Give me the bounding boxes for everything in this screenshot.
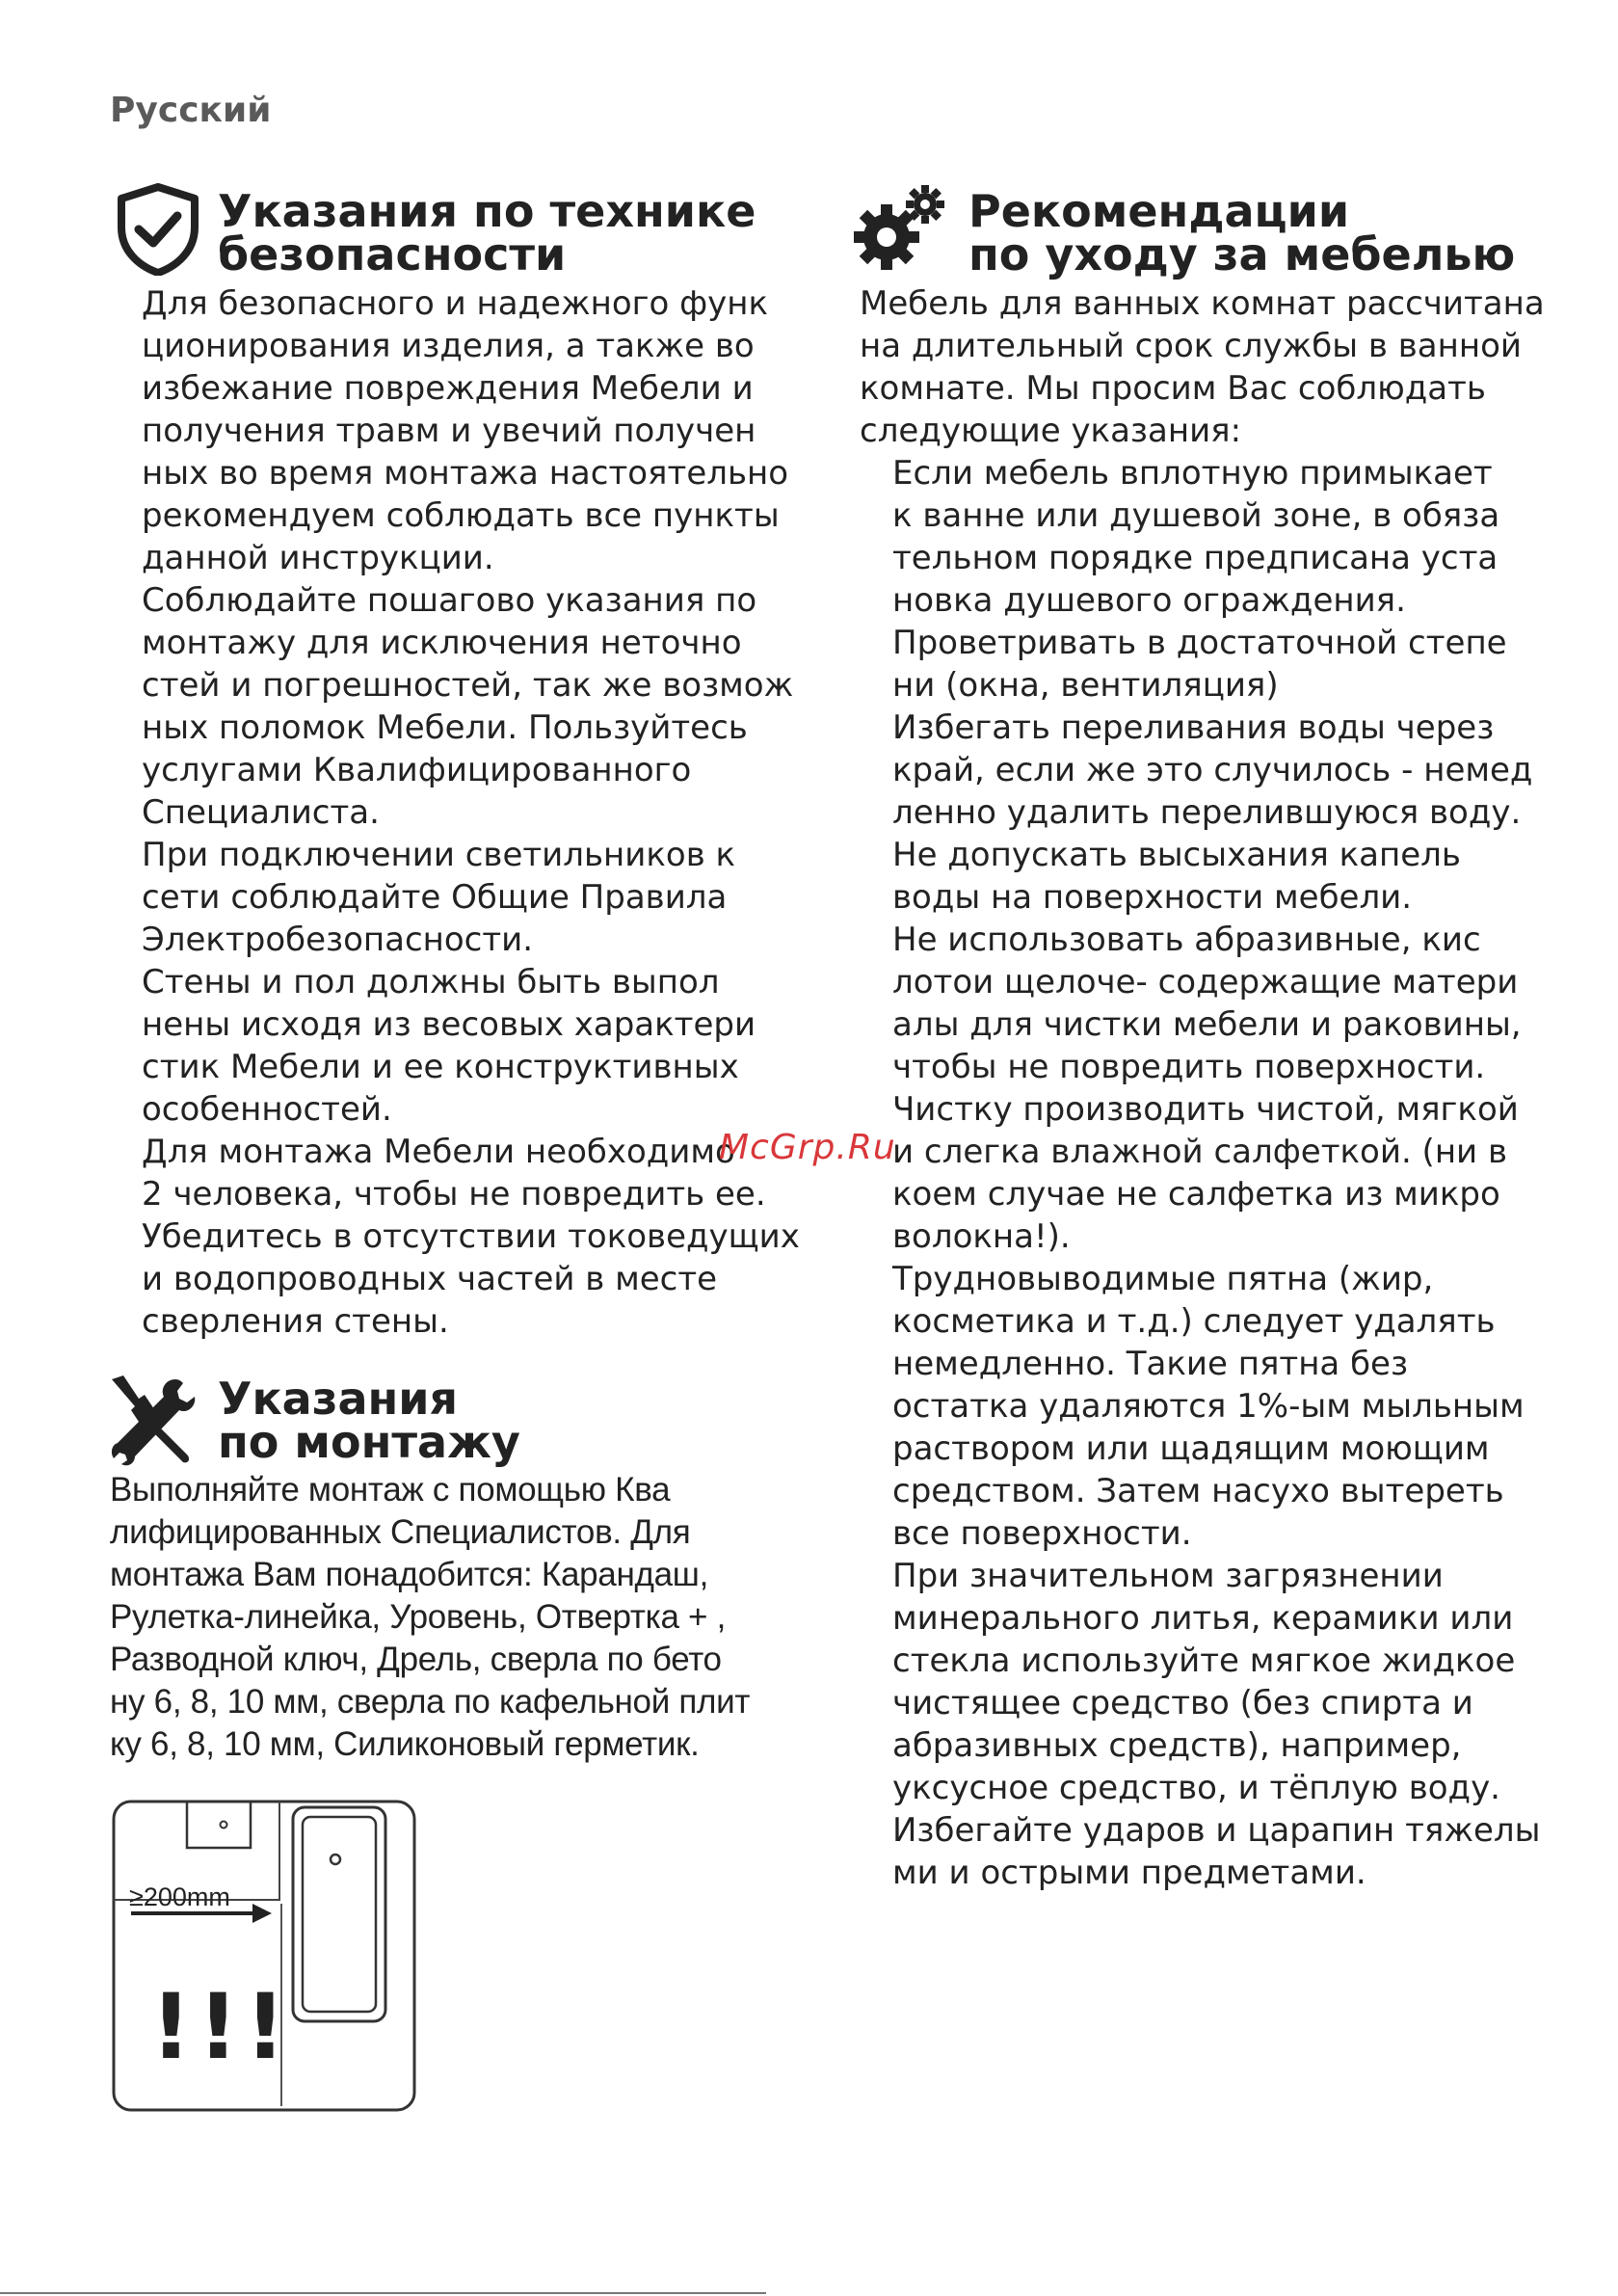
text-line: Для монтажа Мебели необходимо — [142, 1133, 735, 1171]
assembly-title-line-2: по монтажу — [218, 1416, 520, 1468]
text-line: алы для чистки мебели и раковины, — [892, 1005, 1522, 1044]
sink-drain — [221, 1822, 227, 1829]
text-line: услугами Квалифицированного — [142, 751, 692, 789]
text-line: 2 человека, чтобы не повредить ее. — [142, 1175, 766, 1214]
text-line: монтажа Вам понадобится: Карандаш, — [110, 1556, 708, 1593]
shield-check-icon — [116, 183, 200, 276]
text-line: ленно удалить перелившуюся воду. — [892, 793, 1522, 832]
text-line: Избегать переливания воды через — [892, 708, 1495, 747]
text-line: Убедитесь в отсутствии токоведущих — [142, 1217, 800, 1256]
text-line: ных поломок Мебели. Пользуйтесь — [142, 708, 748, 747]
text-line: ционирования изделия, а также во — [142, 327, 755, 365]
text-line: к ванне или душевой зоне, в обяза — [892, 496, 1500, 535]
safety-title-line-2: безопасности — [218, 228, 567, 280]
care-text — [892, 452, 1540, 1894]
text-line: коем случае не салфетка из микро — [892, 1175, 1500, 1214]
text-line: избежание повреждения Мебели и — [142, 369, 754, 408]
text-line: следующие указания: — [860, 412, 1242, 450]
text-line: Для безопасного и надежного функ — [142, 284, 769, 323]
text-line: нены исходя из весовых характери — [142, 1005, 756, 1044]
text-line: При значительном загрязнении — [892, 1557, 1444, 1595]
text-line: получения травм и увечий получен — [142, 412, 756, 450]
text-line: абразивных средств), например, — [892, 1726, 1462, 1765]
text-line: и слегка влажной салфеткой. (ни в — [892, 1133, 1507, 1171]
text-line: новка душевого ограждения. — [892, 581, 1406, 620]
safety-title-line-1: Указания по технике — [218, 185, 756, 237]
assembly-title — [218, 1373, 520, 1468]
text-line: Проветривать в достаточной степе — [892, 624, 1507, 662]
text-line: Не использовать абразивные, кис — [892, 921, 1481, 959]
safety-title — [218, 185, 756, 280]
text-line: Электробезопасности. — [142, 921, 534, 959]
text-line: Чистку производить чистой, мягкой — [892, 1090, 1519, 1129]
text-line: сверления стены. — [142, 1302, 449, 1341]
footer-divider — [0, 2292, 766, 2294]
text-line: Выполняйте монтаж с помощью Ква — [110, 1471, 671, 1508]
safety-text — [142, 282, 800, 1343]
text-line: комнате. Мы просим Вас соблюдать — [860, 369, 1486, 408]
text-line: раствором или щадящим моющим — [892, 1429, 1490, 1468]
text-line: волокна!). — [892, 1217, 1071, 1256]
assembly-title-line-1: Указания — [218, 1373, 459, 1425]
bathtub-outer — [293, 1807, 385, 2021]
watermark-link[interactable]: McGrp.Ru — [719, 1128, 896, 1167]
text-line: монтажу для исключения неточно — [142, 624, 742, 662]
text-line: средством. Затем насухо вытереть — [892, 1472, 1504, 1510]
warning-marks: !!! — [150, 1975, 292, 2080]
care-intro — [860, 282, 1545, 452]
text-line: Избегайте ударов и царапин тяжелы — [892, 1811, 1541, 1850]
text-line: тельном порядке предписана уста — [892, 539, 1499, 577]
text-line: Разводной ключ, Дрель, сверла по бето — [110, 1641, 722, 1678]
distance-arrow-head — [252, 1904, 272, 1923]
text-line: ми и острыми предметами. — [892, 1854, 1366, 1892]
assembly-text — [110, 1469, 750, 1766]
text-line: воды на поверхности мебели. — [892, 878, 1413, 917]
text-line: Не допускать высыхания капель — [892, 836, 1461, 874]
text-line: и водопроводных частей в месте — [142, 1260, 718, 1298]
distance-label: ≥200mm — [129, 1882, 230, 1911]
text-line: край, если же это случилось - немед — [892, 751, 1533, 789]
text-line: При подключении светильников к — [142, 836, 736, 874]
text-line: минерального литья, керамики или — [892, 1599, 1514, 1638]
text-line: Если мебель вплотную примыкает — [892, 454, 1493, 493]
text-line: особенностей. — [142, 1090, 392, 1129]
bathtub-inner — [303, 1817, 376, 2012]
gears-icon — [848, 183, 948, 276]
text-line: косметика и т.д.) следует удалять — [892, 1302, 1496, 1341]
text-line: стекла используйте мягкое жидкое — [892, 1642, 1516, 1680]
text-line: лифицированных Специалистов. Для — [110, 1513, 691, 1551]
text-line: немедленно. Такие пятна без — [892, 1345, 1409, 1383]
text-line: ных во время монтажа настоятельно — [142, 454, 789, 493]
text-line: уксусное средство, и тёплую воду. — [892, 1769, 1500, 1807]
bathtub-drain — [331, 1855, 340, 1864]
language-label: Русский — [110, 91, 272, 130]
care-title-line-1: Рекомендации — [968, 185, 1350, 237]
text-line: Стены и пол должны быть выпол — [142, 963, 720, 1001]
text-line: ну 6, 8, 10 мм, сверла по кафельной плит — [110, 1683, 751, 1721]
text-line: рекомендуем соблюдать все пункты — [142, 496, 780, 535]
text-line: сети соблюдайте Общие Правила — [142, 878, 728, 917]
text-line: ку 6, 8, 10 мм, Силиконовый герметик. — [110, 1725, 700, 1763]
text-line: лотои щелоче- содержащие матери — [892, 963, 1519, 1001]
text-line: стик Мебели и ее конструктивных — [142, 1048, 739, 1086]
text-line: данной инструкции. — [142, 539, 494, 577]
text-line: ни (окна, вентиляция) — [892, 666, 1279, 705]
text-line: стей и погрешностей, так же возмож — [142, 666, 794, 705]
text-line: все поверхности. — [892, 1514, 1192, 1553]
bath-distance-diagram — [108, 1798, 421, 2116]
text-line: Трудновыводимые пятна (жир, — [892, 1260, 1434, 1298]
text-line: чтобы не повредить поверхности. — [892, 1048, 1486, 1086]
text-line: Соблюдайте пошагово указания по — [142, 581, 757, 620]
sink-cabinet — [187, 1802, 251, 1848]
text-line: чистящее средство (без спирта и — [892, 1684, 1473, 1722]
wrench-screwdriver-icon — [106, 1374, 200, 1466]
text-line: Мебель для ванных комнат рассчитана — [860, 284, 1545, 323]
care-title — [968, 185, 1516, 280]
text-line: Рулетка-линейка, Уровень, Отвертка + , — [110, 1598, 727, 1636]
text-line: остатка удаляются 1%-ым мыльным — [892, 1387, 1525, 1426]
care-title-line-2: по уходу за мебелью — [968, 228, 1516, 280]
text-line: Специалиста. — [142, 793, 380, 832]
text-line: на длительный срок службы в ванной — [860, 327, 1522, 365]
